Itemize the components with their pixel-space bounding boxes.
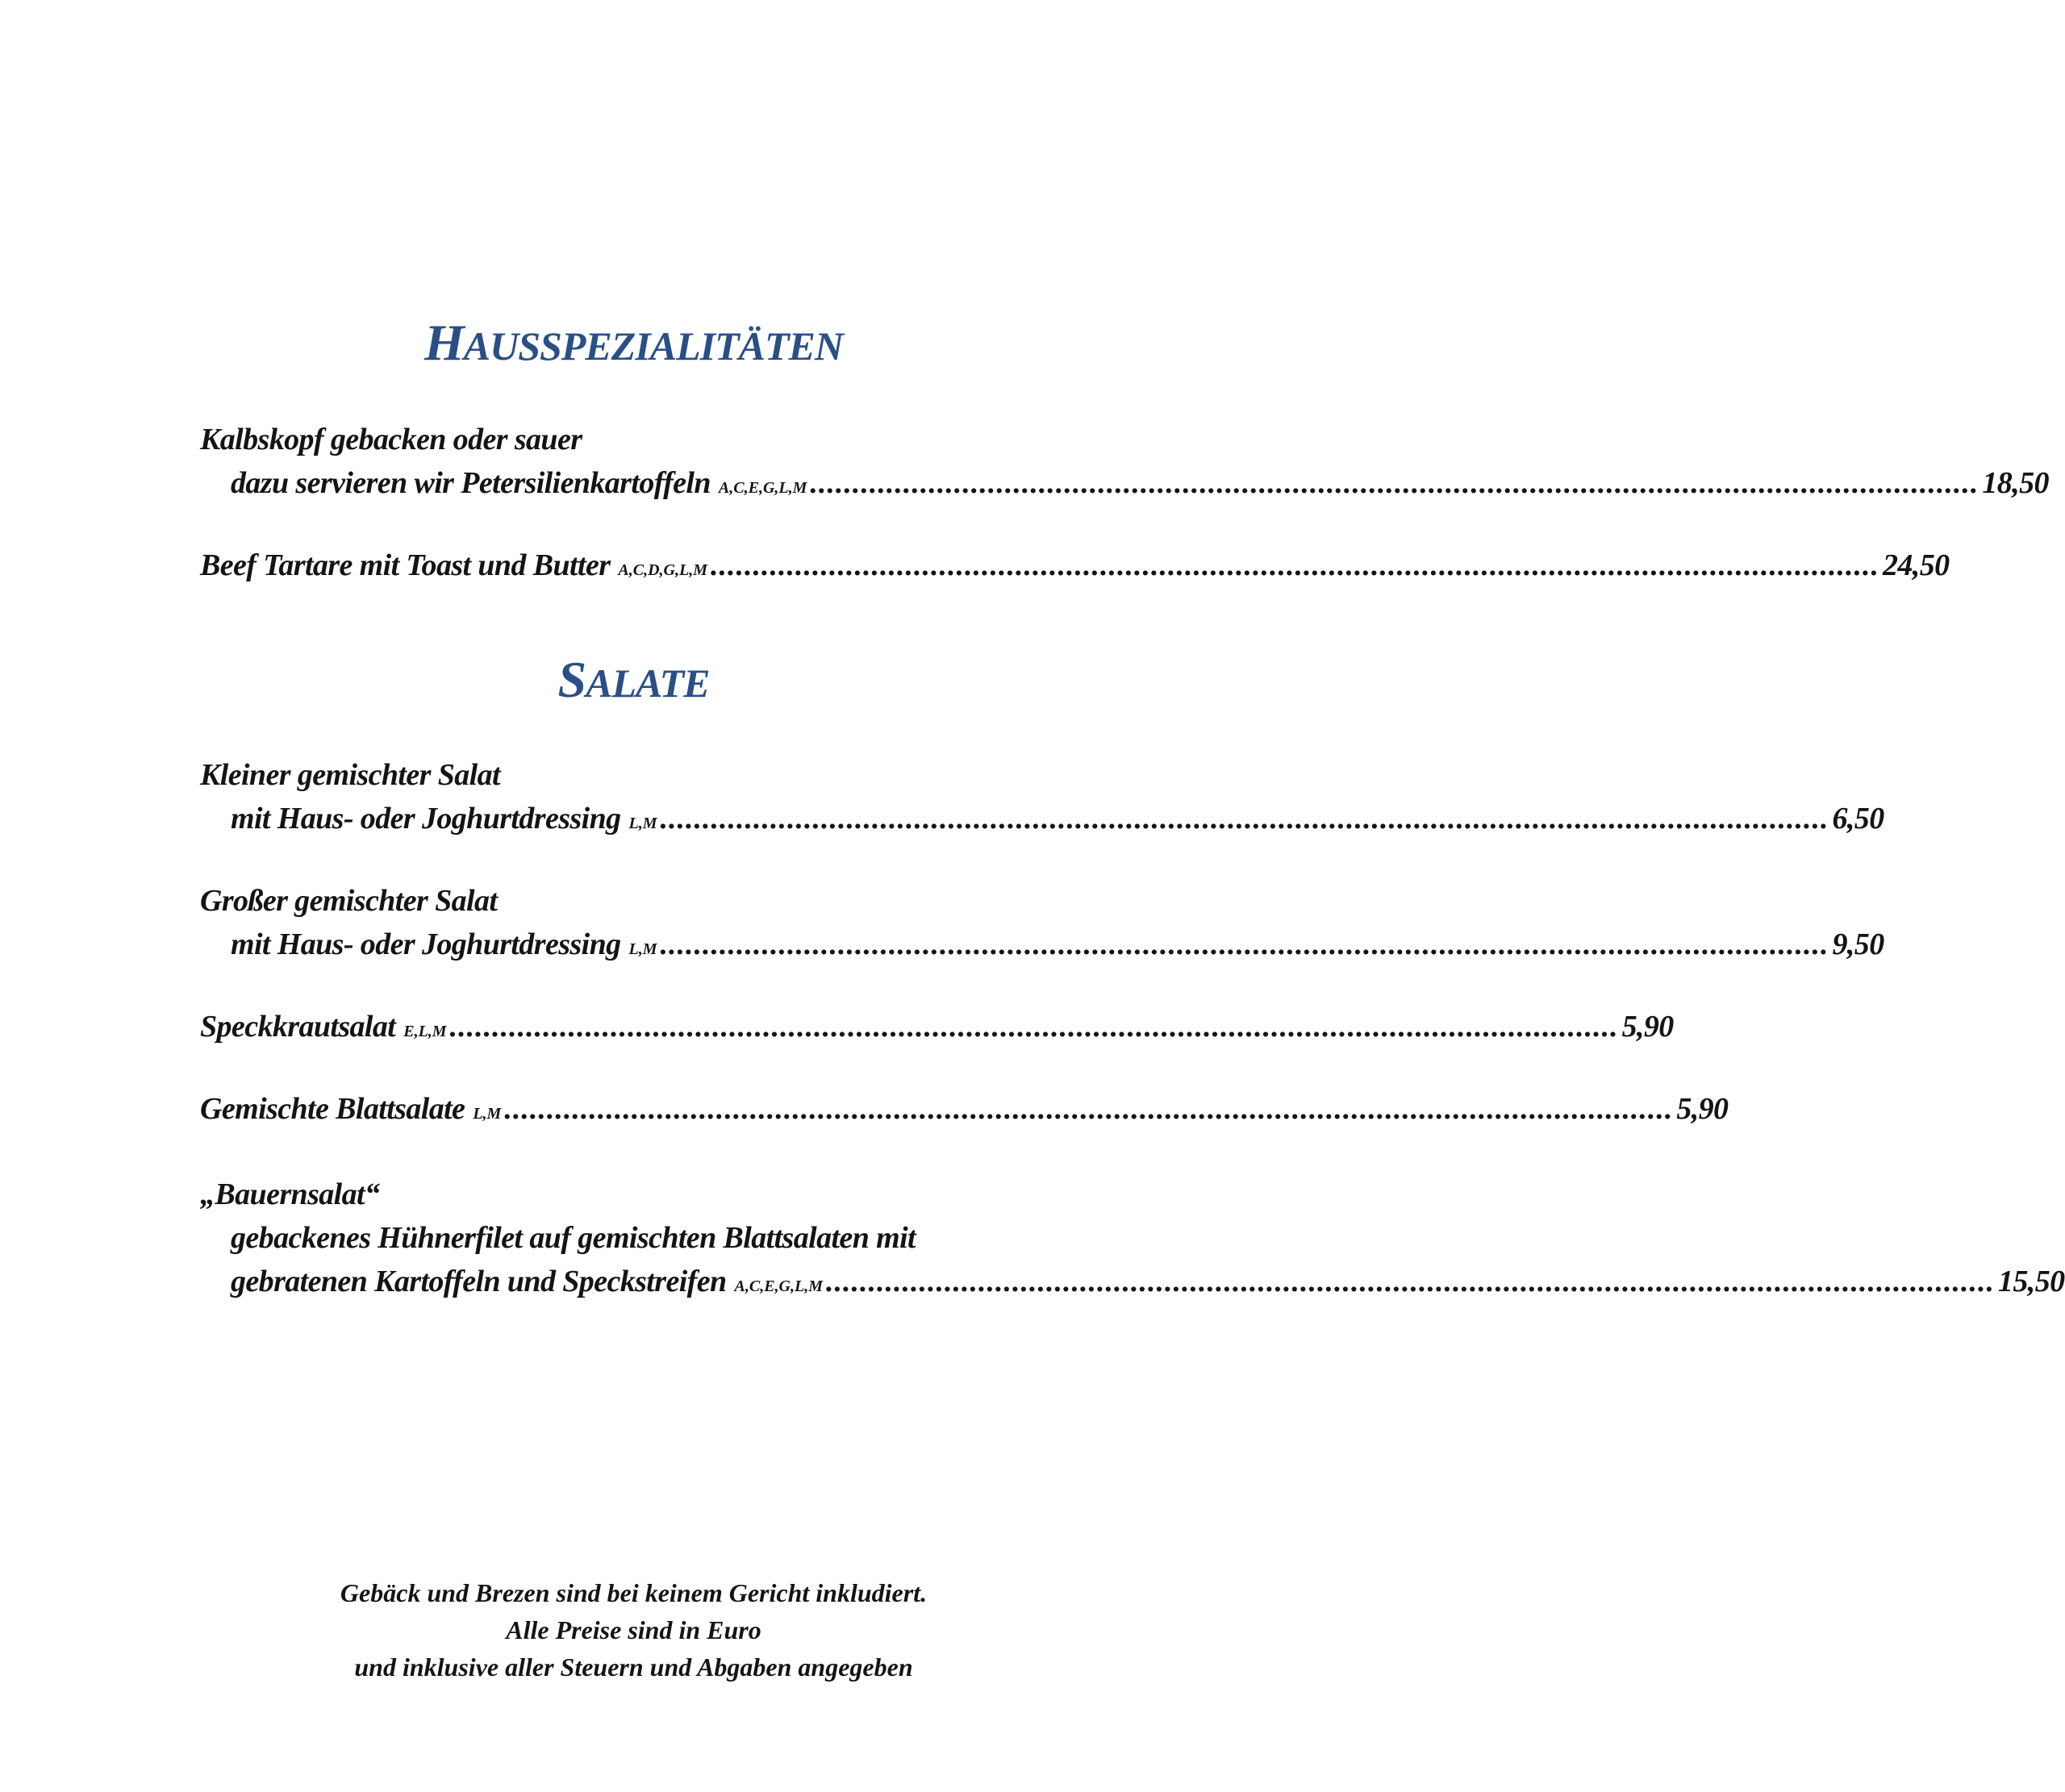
item-name: Gemischte Blattsalate [200,1092,465,1126]
item-allergens: L,M [473,1105,502,1123]
dot-leader: .......................................................................................................................................... [826,1265,1995,1298]
section-title-hausspezialitaeten: HAUSSPEZIALITÄTEN [424,314,843,371]
dot-leader: .......................................................................................................................................... [504,1092,1674,1126]
dot-leader: .......................................................................................................................................... [660,927,1829,961]
item-description: dazu servieren wir Petersilienkartoffeln [231,466,711,500]
dot-leader: .......................................................................................................................................... [810,466,1979,500]
item-name: Speckkrautsalat [200,1010,396,1044]
item-allergens: E,L,M [403,1023,447,1040]
item-name: Großer gemischter Salat [200,884,498,918]
item-price: 24,50 [1883,548,1950,582]
dot-leader: .......................................................................................................................................... [711,548,1879,582]
menu-item-grosser-salat [200,879,1884,971]
dot-leader: .......................................................................................................................................... [449,1010,1619,1044]
item-allergens: A,C,E,G,L,M [718,479,807,497]
menu-item-speckkrautsalat [200,1005,1674,1053]
menu-item-bauernsalat [200,1173,2065,1308]
item-allergens: L,M [628,940,657,958]
footer-line-1: Gebäck und Brezen sind bei keinem Gericht inkludiert. [340,1578,928,1607]
item-name: Beef Tartare mit Toast und Butter [200,548,611,582]
item-price: 15,50 [1998,1265,2065,1298]
menu-item-kalbskopf [200,418,2049,510]
item-description: mit Haus- oder Joghurtdressing [231,927,621,961]
dot-leader: .......................................................................................................................................... [660,802,1829,836]
menu-item-blattsalate [200,1087,1729,1136]
item-description: gebackenes Hühnerfilet auf gemischten Blattsalaten mit [231,1221,916,1255]
footer-line-2: Alle Preise sind in Euro [506,1615,761,1644]
item-price: 18,50 [1982,466,2049,500]
item-description: gebratenen Kartoffeln und Speckstreifen [231,1265,727,1298]
menu-item-kleiner-salat [200,753,1884,845]
menu-item-beef-tartare [200,544,1950,592]
footer-notes [0,1574,1267,1686]
item-price: 5,90 [1621,1010,1674,1044]
item-name: „Bauernsalat“ [200,1177,380,1211]
item-allergens: A,C,E,G,L,M [734,1277,823,1295]
item-price: 5,90 [1676,1092,1729,1126]
item-allergens: A,C,D,G,L,M [618,561,707,579]
item-name: Kleiner gemischter Salat [200,758,500,792]
footer-line-3: und inklusive aller Steuern und Abgaben angegeben [354,1652,913,1682]
item-description: mit Haus- oder Joghurtdressing [231,802,621,836]
item-name: Kalbskopf gebacken oder sauer [200,423,582,456]
item-allergens: L,M [628,815,657,832]
item-price: 9,50 [1832,927,1884,961]
section-title-salate: SALATE [557,651,710,708]
item-price: 6,50 [1832,802,1884,836]
